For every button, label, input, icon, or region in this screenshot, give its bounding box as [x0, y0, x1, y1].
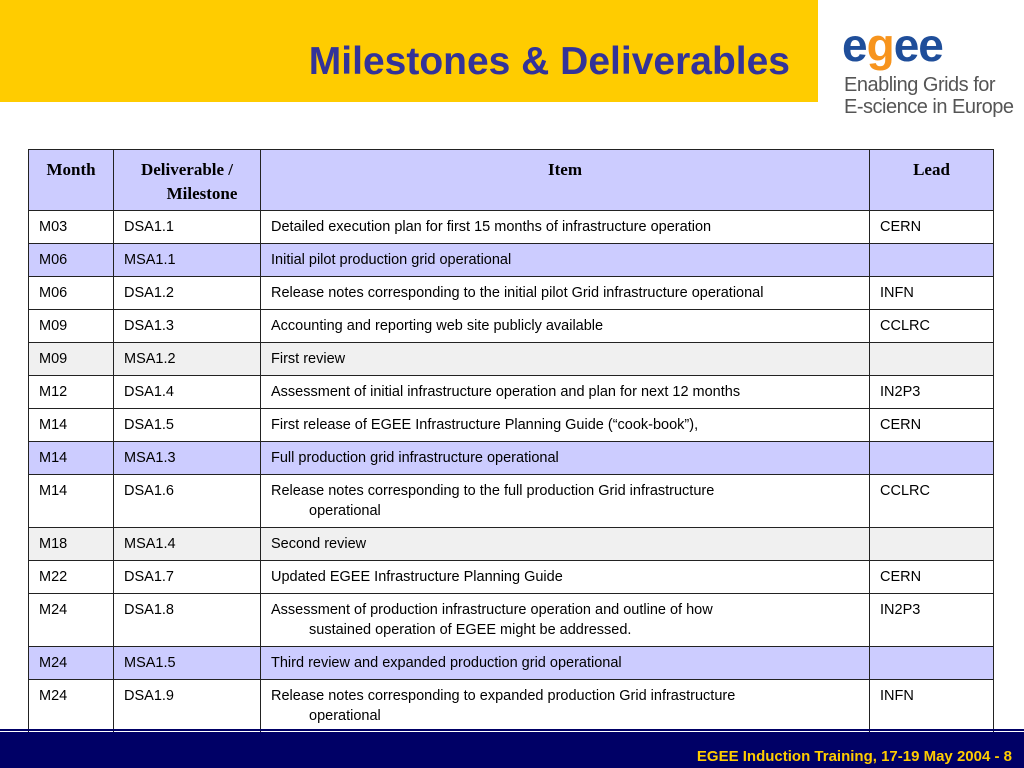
cell-lead	[870, 244, 994, 277]
cell-lead	[870, 343, 994, 376]
cell-month: M24	[29, 680, 114, 733]
table-row	[29, 528, 994, 561]
cell-month: M03	[29, 211, 114, 244]
logo-tagline-line1: Enabling Grids for	[844, 74, 996, 96]
header-month: Month	[29, 150, 114, 211]
cell-deliverable-id: MSA1.1	[114, 244, 261, 277]
logo-wordmark	[842, 19, 943, 71]
cell-month: M06	[29, 244, 114, 277]
item-text: Accounting and reporting web site publicly available	[271, 318, 604, 334]
cell-lead: IN2P3	[870, 376, 994, 409]
cell-deliverable-id: MSA1.5	[114, 647, 261, 680]
cell-lead	[870, 442, 994, 475]
table-row	[29, 680, 994, 733]
item-text: Assessment of initial infrastructure operation and plan for next 12 months	[271, 384, 741, 400]
cell-item	[261, 647, 870, 680]
cell-deliverable-id: DSA1.6	[114, 475, 261, 528]
cell-month: M14	[29, 475, 114, 528]
table-row	[29, 211, 994, 244]
item-text: First review	[271, 351, 346, 367]
cell-lead: CERN	[870, 409, 994, 442]
cell-deliverable-id: MSA1.4	[114, 528, 261, 561]
table-row	[29, 409, 994, 442]
cell-item	[261, 528, 870, 561]
item-text: Full production grid infrastructure operational	[271, 450, 559, 466]
cell-lead: CERN	[870, 211, 994, 244]
footer-divider	[0, 729, 1024, 731]
table-row	[29, 475, 994, 528]
cell-month: M06	[29, 277, 114, 310]
item-text: Updated EGEE Infrastructure Planning Guide	[271, 569, 563, 585]
cell-item	[261, 343, 870, 376]
cell-deliverable-id: DSA1.8	[114, 594, 261, 647]
header-deliverable	[114, 150, 261, 211]
cell-month: M09	[29, 310, 114, 343]
item-text-continuation: sustained operation of EGEE might be addressed.	[309, 622, 632, 638]
table-row	[29, 442, 994, 475]
cell-month: M24	[29, 647, 114, 680]
cell-item	[261, 310, 870, 343]
item-text: Initial pilot production grid operational	[271, 252, 512, 268]
table-row	[29, 647, 994, 680]
cell-month: M09	[29, 343, 114, 376]
cell-month: M14	[29, 442, 114, 475]
item-text: Third review and expanded production grid operational	[271, 655, 622, 671]
egee-logo	[842, 19, 1014, 122]
table-row	[29, 310, 994, 343]
cell-deliverable-id: DSA1.7	[114, 561, 261, 594]
item-text: Release notes corresponding to the initial pilot Grid infrastructure operational	[271, 285, 764, 301]
table-row	[29, 561, 994, 594]
header-item: Item	[261, 150, 870, 211]
footer-text: EGEE Induction Training, 17-19 May 2004 - 8	[696, 748, 1012, 765]
logo-tagline-line2: E-science in Europe	[844, 96, 1014, 118]
item-text: First release of EGEE Infrastructure Planning Guide (“cook-book”),	[271, 417, 699, 433]
milestones-table	[28, 149, 994, 733]
table-row	[29, 244, 994, 277]
cell-item	[261, 594, 870, 647]
logo-wordmark-ee: ee	[893, 19, 943, 71]
cell-lead: IN2P3	[870, 594, 994, 647]
item-text: Second review	[271, 536, 367, 552]
cell-deliverable-id: DSA1.5	[114, 409, 261, 442]
cell-item	[261, 561, 870, 594]
cell-lead	[870, 647, 994, 680]
item-text: Release notes corresponding to expanded production Grid infrastructure	[271, 688, 736, 704]
cell-item	[261, 277, 870, 310]
cell-month: M14	[29, 409, 114, 442]
cell-deliverable-id: DSA1.1	[114, 211, 261, 244]
cell-lead: INFN	[870, 680, 994, 733]
item-text-continuation: operational	[309, 708, 381, 724]
slide-title: Milestones & Deliverables	[308, 40, 790, 83]
cell-month: M22	[29, 561, 114, 594]
item-text: Assessment of production infrastructure operation and outline of how	[271, 602, 713, 618]
cell-item	[261, 376, 870, 409]
table-row	[29, 594, 994, 647]
cell-lead: CCLRC	[870, 475, 994, 528]
header-deliverable-line1: Deliverable /	[140, 160, 234, 179]
table-row	[29, 277, 994, 310]
logo-wordmark-e: e	[842, 19, 867, 71]
table-row	[29, 343, 994, 376]
cell-lead: CERN	[870, 561, 994, 594]
header-deliverable-line2: Milestone	[166, 184, 238, 203]
cell-deliverable-id: MSA1.3	[114, 442, 261, 475]
cell-deliverable-id: MSA1.2	[114, 343, 261, 376]
title-bar	[0, 0, 818, 102]
cell-lead: CCLRC	[870, 310, 994, 343]
cell-item	[261, 244, 870, 277]
table-header-row	[29, 150, 994, 211]
cell-month: M12	[29, 376, 114, 409]
item-text: Detailed execution plan for first 15 months of infrastructure operation	[271, 219, 712, 235]
cell-deliverable-id: DSA1.3	[114, 310, 261, 343]
header-lead: Lead	[870, 150, 994, 211]
cell-month: M18	[29, 528, 114, 561]
cell-item	[261, 680, 870, 733]
table-row	[29, 376, 994, 409]
cell-lead	[870, 528, 994, 561]
cell-month: M24	[29, 594, 114, 647]
item-text: Release notes corresponding to the full production Grid infrastructure	[271, 483, 715, 499]
cell-deliverable-id: DSA1.4	[114, 376, 261, 409]
cell-item	[261, 211, 870, 244]
logo-wordmark-g: g	[866, 19, 894, 71]
item-text-continuation: operational	[309, 503, 381, 519]
cell-deliverable-id: DSA1.9	[114, 680, 261, 733]
cell-lead: INFN	[870, 277, 994, 310]
cell-deliverable-id: DSA1.2	[114, 277, 261, 310]
cell-item	[261, 442, 870, 475]
cell-item	[261, 409, 870, 442]
cell-item	[261, 475, 870, 528]
